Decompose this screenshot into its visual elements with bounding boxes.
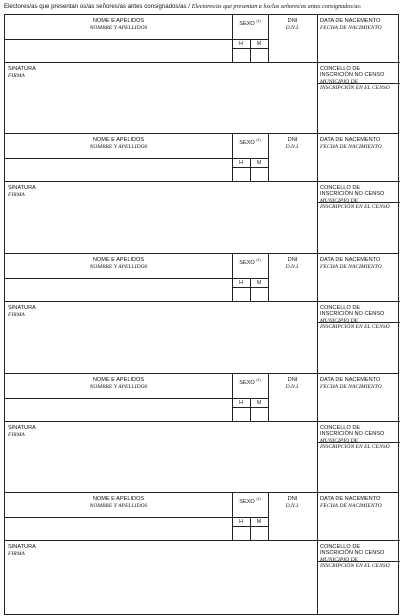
elector-block xyxy=(4,253,399,373)
dni-sublabel: D.N.I. xyxy=(285,25,300,31)
council-sublabel: MUNICIPIO DE INSCRIPCIÓN EN EL CENSO xyxy=(320,318,390,331)
council-sublabel: MUNICIPIO DE INSCRIPCIÓN EN EL CENSO xyxy=(320,79,390,92)
divider xyxy=(5,278,232,279)
divider xyxy=(5,158,232,159)
sex-h-label: H xyxy=(239,41,243,47)
divider xyxy=(317,493,318,615)
divider xyxy=(5,181,400,182)
dni-label: DNI xyxy=(287,496,298,502)
sex-m-label: M xyxy=(256,160,262,166)
divider xyxy=(5,540,400,541)
name-label: NOME E APELIDOS xyxy=(92,257,145,263)
dni-label: DNI xyxy=(287,137,298,143)
elector-block xyxy=(4,373,399,493)
divider xyxy=(250,517,251,540)
elector-block xyxy=(4,14,399,134)
sex-label: SEXO $^{(1)}$ xyxy=(239,378,261,386)
council-sublabel: MUNICIPIO DE INSCRIPCIÓN EN EL CENSO xyxy=(320,198,390,211)
divider xyxy=(250,158,251,181)
birth-sublabel: FECHA DE NACIMIENTO xyxy=(320,264,382,270)
name-sublabel: NOMBRE Y APELLIDOS xyxy=(89,264,148,270)
divider xyxy=(250,39,251,62)
sex-h-label: H xyxy=(239,519,243,525)
birth-sublabel: FECHA DE NACIMIENTO xyxy=(320,384,382,390)
intro-text-italic: Electores/as que presentan a los/las señores/as antes consignados/as: xyxy=(191,4,362,10)
elector-block xyxy=(4,492,399,615)
sex-label: SEXO $^{(1)}$ xyxy=(239,258,261,266)
sex-h-label: H xyxy=(239,400,243,406)
birth-label: DATA DE NACEMENTO xyxy=(320,137,381,143)
council-sublabel: MUNICIPIO DE INSCRIPCIÓN EN EL CENSO xyxy=(320,557,390,570)
signature-label: SINATURA xyxy=(8,425,36,431)
dni-sublabel: D.N.I. xyxy=(285,384,300,390)
divider xyxy=(5,421,400,422)
divider xyxy=(5,517,232,518)
signature-label: SINATURA xyxy=(8,185,36,191)
name-label: NOME E APELIDOS xyxy=(92,377,145,383)
dni-label: DNI xyxy=(287,18,298,24)
divider xyxy=(317,134,318,253)
sex-m-label: M xyxy=(256,280,262,286)
divider xyxy=(5,398,232,399)
name-sublabel: NOMBRE Y APELLIDOS xyxy=(89,503,148,509)
council-sublabel: MUNICIPIO DE INSCRIPCIÓN EN EL CENSO xyxy=(320,438,390,451)
divider xyxy=(317,374,318,493)
signature-sublabel: FIRMA xyxy=(8,551,25,557)
signature-sublabel: FIRMA xyxy=(8,192,25,198)
sex-label: SEXO $^{(1)}$ xyxy=(239,138,261,146)
birth-label: DATA DE NACEMENTO xyxy=(320,257,381,263)
dni-label: DNI xyxy=(287,257,298,263)
birth-sublabel: FECHA DE NACIMIENTO xyxy=(320,25,382,31)
intro-text: Electores/as que presentan os/as señores/as antes consignados/as / xyxy=(4,3,190,10)
sex-h-label: H xyxy=(239,280,243,286)
divider xyxy=(5,301,400,302)
sex-m-label: M xyxy=(256,519,262,525)
signature-sublabel: FIRMA xyxy=(8,312,25,318)
divider xyxy=(317,254,318,373)
signature-sublabel: FIRMA xyxy=(8,432,25,438)
intro-line xyxy=(4,3,400,10)
name-label: NOME E APELIDOS xyxy=(92,18,145,24)
birth-label: DATA DE NACEMENTO xyxy=(320,18,381,24)
name-sublabel: NOMBRE Y APELLIDOS xyxy=(89,25,148,31)
name-label: NOME E APELIDOS xyxy=(92,137,145,143)
birth-label: DATA DE NACEMENTO xyxy=(320,377,381,383)
council-label: CONCELLO DE INSCRICIÓN NO CENSO xyxy=(320,425,385,438)
signature-label: SINATURA xyxy=(8,66,36,72)
divider xyxy=(5,39,232,40)
dni-label: DNI xyxy=(287,377,298,383)
dni-sublabel: D.N.I. xyxy=(285,264,300,270)
council-label: CONCELLO DE INSCRICIÓN NO CENSO xyxy=(320,305,385,318)
signature-sublabel: FIRMA xyxy=(8,73,25,79)
signature-label: SINATURA xyxy=(8,544,36,550)
name-sublabel: NOMBRE Y APELLIDOS xyxy=(89,144,148,150)
divider xyxy=(250,278,251,301)
signature-label: SINATURA xyxy=(8,305,36,311)
council-label: CONCELLO DE INSCRICIÓN NO CENSO xyxy=(320,66,385,79)
birth-sublabel: FECHA DE NACIMIENTO xyxy=(320,144,382,150)
name-sublabel: NOMBRE Y APELLIDOS xyxy=(89,384,148,390)
sex-h-label: H xyxy=(239,160,243,166)
birth-sublabel: FECHA DE NACIMIENTO xyxy=(320,503,382,509)
dni-sublabel: D.N.I. xyxy=(285,144,300,150)
dni-sublabel: D.N.I. xyxy=(285,503,300,509)
divider xyxy=(317,15,318,134)
sex-label: SEXO $^{(1)}$ xyxy=(239,19,261,27)
sex-m-label: M xyxy=(256,41,262,47)
birth-label: DATA DE NACEMENTO xyxy=(320,496,381,502)
sex-label: SEXO $^{(1)}$ xyxy=(239,497,261,505)
divider xyxy=(250,398,251,421)
council-label: CONCELLO DE INSCRICIÓN NO CENSO xyxy=(320,544,385,557)
council-label: CONCELLO DE INSCRICIÓN NO CENSO xyxy=(320,185,385,198)
name-label: NOME E APELIDOS xyxy=(92,496,145,502)
elector-block xyxy=(4,133,399,253)
sex-m-label: M xyxy=(256,400,262,406)
divider xyxy=(5,62,400,63)
